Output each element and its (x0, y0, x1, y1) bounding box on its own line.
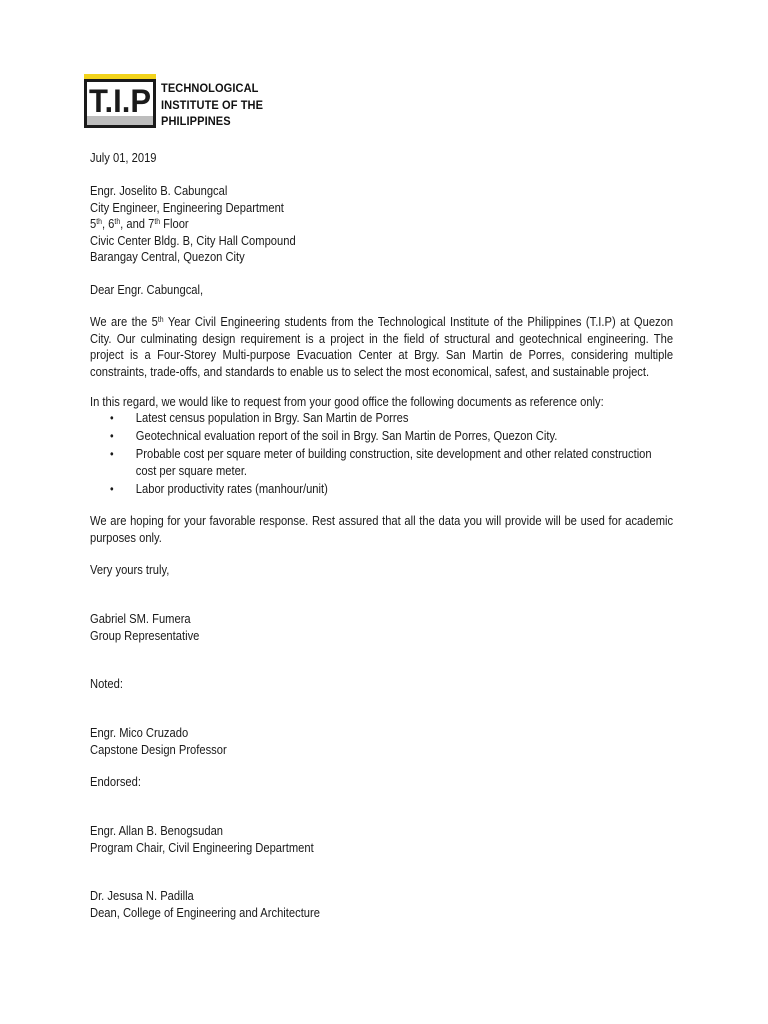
institution-line-3: PHILIPPINES (161, 114, 231, 128)
request-item-census: Latest census population in Brgy. San Martin de Porres (135, 410, 409, 425)
paragraph-intro (90, 314, 673, 380)
bullet-icon: • (110, 429, 114, 443)
letter-date: July 01, 2019 (90, 150, 157, 165)
floor-6: , 6 (101, 216, 115, 231)
floor-5-sup: th (96, 217, 102, 226)
salutation: Dear Engr. Cabungcal, (90, 282, 204, 297)
request-list (110, 410, 674, 499)
noted-label: Noted: (90, 676, 123, 691)
logo-text: T.I.P (89, 83, 151, 119)
endorsed-label: Endorsed: (90, 774, 141, 789)
bullet-icon: • (110, 481, 114, 496)
para1-rest: Year Civil Engineering students from the Technological Institute of the Philippines (T.I.P) at Quezon City. Our culminating design requirement is a project in the field of structural and geotechnical engineering. The project is a Four-Storey Multi-purpose Evacuation Center at Brgy. San Martin de Porres, considering multiple constraints, trade-offs, and standards to enable us to select the most economical, safest, and sustainable project. (90, 314, 674, 379)
institution-line-1: TECHNOLOGICAL (161, 81, 259, 95)
request-item-geotechnical: Geotechnical evaluation report of the soil in Brgy. San Martin de Porres, Quezon City. (135, 428, 558, 443)
floor-7: , and 7 (120, 216, 155, 231)
recipient-title: City Engineer, Engineering Department (90, 199, 284, 215)
institution-name (161, 80, 263, 130)
floor-rest: Floor (160, 216, 189, 231)
paragraph-closing: We are hoping for your favorable response. Rest assured that all the data you will provide will be used for academic purposes only. (90, 513, 674, 545)
floor-6-sup: th (114, 217, 121, 226)
tip-logo-icon (84, 74, 156, 128)
request-item-cost: Probable cost per square meter of building construction, site development and other related construction cost per square meter. (135, 446, 652, 478)
recipient-name: Engr. Joselito B. Cabungcal (90, 183, 228, 198)
floor-7-sup: th (154, 217, 161, 226)
endorsed-role: Program Chair, Civil Engineering Department (90, 839, 314, 855)
endorsed-name: Engr. Allan B. Benogsudan (90, 823, 224, 838)
para1-sup: th (157, 315, 164, 324)
bullet-icon: • (110, 411, 114, 425)
dean-name: Dr. Jesusa N. Padilla (90, 888, 194, 903)
list-item (110, 428, 674, 445)
noted-name: Engr. Mico Cruzado (90, 725, 189, 740)
sender-role: Group Representative (90, 627, 200, 643)
list-item (110, 481, 674, 498)
request-item-labor: Labor productivity rates (manhour/unit) (135, 480, 328, 496)
institution-line-2: INSTITUTE OF THE (161, 97, 264, 112)
closing: Very yours truly, (90, 562, 170, 577)
paragraph-request: In this regard, we would like to request from your good office the following documents as reference only: (90, 394, 604, 409)
recipient-building: Civic Center Bldg. B, City Hall Compound (90, 232, 296, 248)
bullet-icon: • (110, 447, 114, 461)
para1-start: We are the 5 (90, 314, 158, 329)
dean-role: Dean, College of Engineering and Architecture (90, 904, 320, 920)
list-item (110, 446, 674, 479)
list-item (110, 410, 674, 427)
noted-role: Capstone Design Professor (90, 741, 227, 757)
sender-name: Gabriel SM. Fumera (90, 611, 191, 626)
recipient-address: Barangay Central, Quezon City (90, 249, 245, 264)
recipient-floors (90, 216, 189, 233)
floor-5: 5 (90, 216, 97, 231)
